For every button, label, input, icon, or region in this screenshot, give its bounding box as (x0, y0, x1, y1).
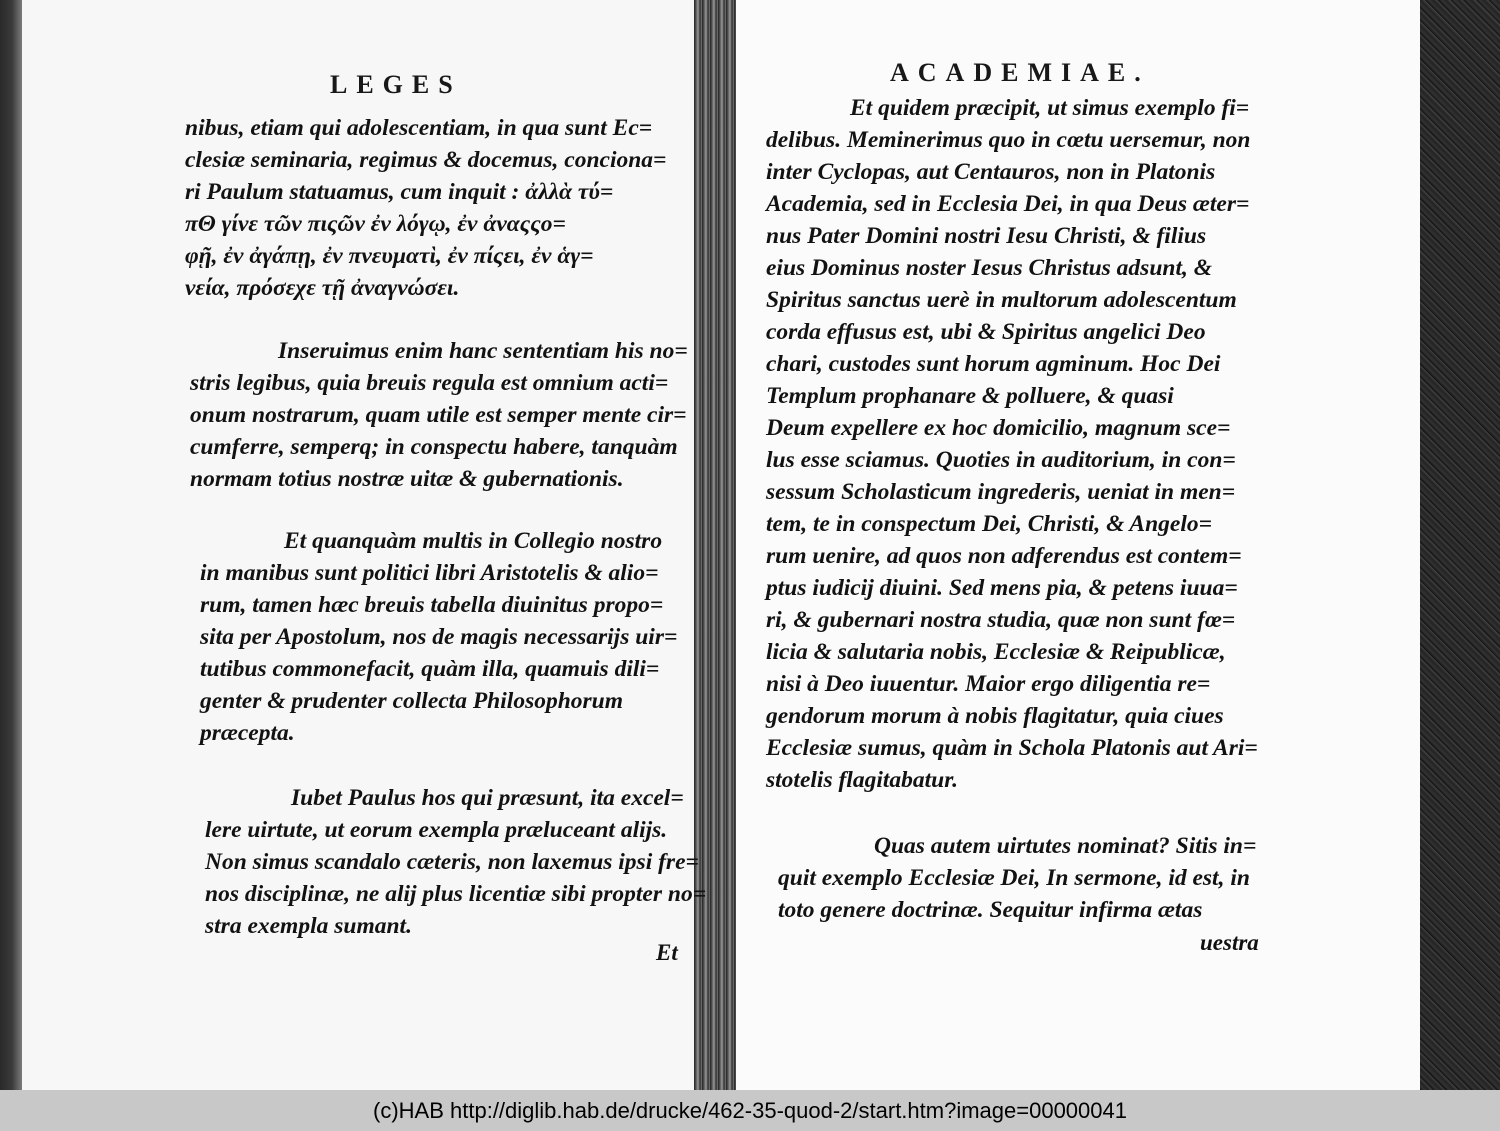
text-line: stotelis flagitabatur. (766, 767, 958, 793)
text-line: Et quidem præcipit, ut simus exemplo fi= (850, 95, 1250, 121)
text-line: ri Paulum statuamus, cum inquit : ἀλλὰ τύ= (185, 179, 614, 205)
text-line: sessum Scholasticum ingrederis, ueniat in men= (766, 479, 1236, 505)
text-line: corda effusus est, ubi & Spiritus angelici Deo (766, 319, 1206, 345)
text-line: Spiritus sanctus uerè in multorum adolescentum (766, 287, 1237, 313)
left-paragraph-3 (200, 525, 677, 749)
text-line: quit exemplo Ecclesiæ Dei, In sermone, id est, in (778, 865, 1250, 891)
text-line: lere uirtute, ut eorum exempla præluceant alijs. (205, 817, 668, 843)
page-edge (1420, 0, 1500, 1090)
left-running-header: LEGES (330, 70, 462, 99)
right-paragraph-2 (778, 830, 1256, 926)
left-catchword: Et (656, 940, 678, 965)
text-line: clesiæ seminaria, regimus & docemus, conciona= (185, 147, 667, 173)
text-line: Inseruimus enim hanc sententiam his no= (278, 338, 688, 364)
text-line: in manibus sunt politici libri Aristotelis & alio= (200, 560, 659, 586)
text-line: nus Pater Domini nostri Iesu Christi, & filius (766, 223, 1207, 249)
text-line: cumferre, semperq; in conspectu habere, tanquàm (190, 434, 678, 460)
right-running-header: ACADEMIAE. (890, 58, 1150, 87)
text-line: nisi à Deo iuuentur. Maior ergo diligentia re= (766, 671, 1211, 697)
text-line: gendorum morum à nobis flagitatur, quia ciues (766, 703, 1224, 729)
text-line: præcepta. (200, 720, 295, 746)
text-line: νεία, πρόσεχε τῇ ἀναγνώσει. (185, 275, 460, 301)
right-catchword: uestra (1200, 930, 1259, 955)
text-line: rum, tamen hæc breuis tabella diuinitus propo= (200, 592, 664, 618)
source-credit: (c)HAB http://diglib.hab.de/drucke/462-35-quod-2/start.htm?image=00000041 (0, 1090, 1500, 1131)
left-paragraph-2 (190, 335, 688, 495)
text-line: genter & prudenter collecta Philosophorum (200, 688, 624, 714)
text-line: licia & salutaria nobis, Ecclesiæ & Reipublicæ, (766, 639, 1226, 665)
text-line: eius Dominus noster Iesus Christus adsunt, & (766, 255, 1213, 281)
left-paragraph-1 (185, 112, 666, 304)
text-line: stris legibus, quia breuis regula est omnium acti= (190, 370, 669, 396)
text-line: rum uenire, ad quos non adferendus est contem= (766, 543, 1242, 569)
text-line: Academia, sed in Ecclesia Dei, in qua Deus æter= (766, 191, 1250, 217)
text-line: Quas autem uirtutes nominat? Sitis in= (874, 833, 1257, 859)
text-line: Et quanquàm multis in Collegio nostro (284, 528, 663, 554)
text-line: Non simus scandalo cæteris, non laxemus ipsi fre= (205, 849, 699, 875)
text-line: tutibus commonefacit, quàm illa, quamuis dili= (200, 656, 660, 682)
text-line: normam totius nostræ uitæ & gubernationis. (190, 466, 624, 492)
text-line: ptus iudicij diuini. Sed mens pia, & petens iuua= (766, 575, 1238, 601)
left-paragraph-4 (205, 782, 706, 942)
text-line: tem, te in conspectum Dei, Christi, & Angelo= (766, 511, 1212, 537)
text-line: Iubet Paulus hos qui præsunt, ita excel= (291, 785, 684, 811)
text-line: inter Cyclopas, aut Centauros, non in Platonis (766, 159, 1216, 185)
right-paragraph-1 (766, 92, 1258, 796)
text-line: delibus. Meminerimus quo in cœtu uersemur, non (766, 127, 1251, 153)
text-line: φῇ, ἐν ἀγάπῃ, ἐν πνευματὶ, ἐν πίςει, ἐν ἁγ= (185, 243, 594, 269)
text-line: Templum prophanare & polluere, & quasi (766, 383, 1174, 409)
text-line: ri, & gubernari nostra studia, quæ non sunt fœ= (766, 607, 1236, 633)
text-line: nibus, etiam qui adolescentiam, in qua sunt Ec= (185, 115, 653, 141)
text-line: lus esse sciamus. Quoties in auditorium, in con= (766, 447, 1236, 473)
text-line: nos disciplinæ, ne alij plus licentiæ sibi propter no= (205, 881, 707, 907)
text-line: sita per Apostolum, nos de magis necessarijs uir= (200, 624, 678, 650)
text-line: chari, custodes sunt horum agminum. Hoc Dei (766, 351, 1221, 377)
text-line: stra exempla sumant. (205, 913, 412, 939)
text-line: Deum expellere ex hoc domicilio, magnum sce= (766, 415, 1231, 441)
text-line: onum nostrarum, quam utile est semper mente cir= (190, 402, 687, 428)
text-line: Ecclesiæ sumus, quàm in Schola Platonis aut Ari= (766, 735, 1258, 761)
text-line: πΘ γίνε τῶν πιςῶν ἐν λόγῳ, ἐν ἀναςςο= (185, 211, 566, 237)
text-line: toto genere doctrinæ. Sequitur infirma ætas (778, 897, 1203, 923)
